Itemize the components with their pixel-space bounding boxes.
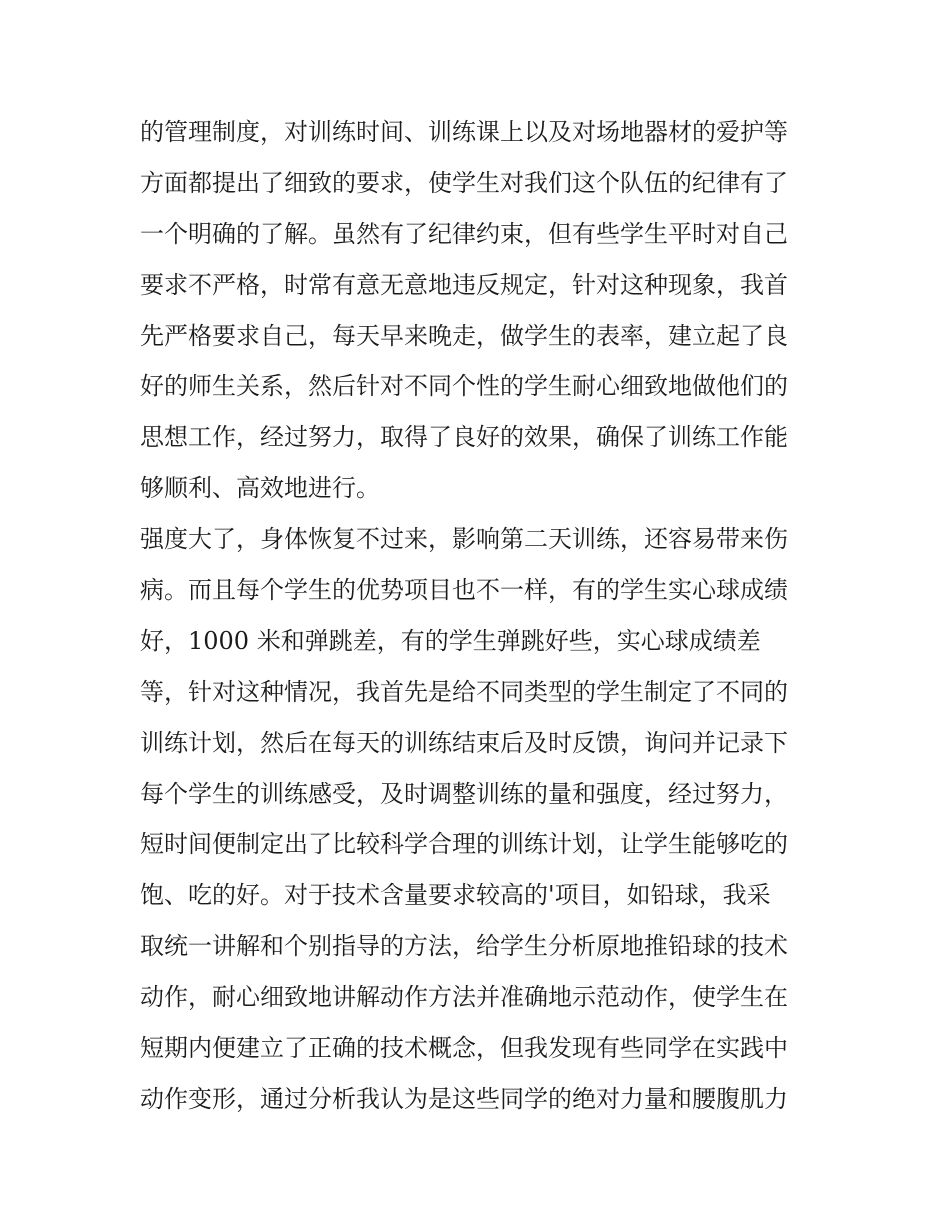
text-line: 的管理制度，对训练时间、训练课上以及对场地器材的爱护等 (140, 118, 788, 146)
text-line: 动作，耐心细致地讲解动作方法并准确地示范动作，使学生在 (140, 983, 788, 1012)
document-body (140, 107, 830, 1125)
text-line: 训练计划，然后在每天的训练结束后及时反馈，询问并记录下 (140, 728, 788, 757)
text-line: 等，针对这种情况，我首先是给不同类型的学生制定了不同的 (140, 677, 788, 706)
text-line: 一个明确的了解。虽然有了纪律约束，但有些学生平时对自己 (140, 219, 788, 248)
text-line: 思想工作，经过努力，取得了良好的效果，确保了训练工作能 (140, 423, 788, 452)
text-line: 病。而且每个学生的优势项目也不一样，有的学生实心球成绩 (140, 576, 788, 605)
text-line: 好，1000 米和弹跳差，有的学生弹跳好些，实心球成绩差 (140, 626, 761, 655)
text-line: 每个学生的训练感受，及时调整训练的量和强度，经过努力， (140, 779, 788, 808)
text-line: 取统一讲解和个别指导的方法，给学生分析原地推铅球的技术 (140, 932, 788, 961)
text-line: 好的师生关系，然后针对不同个性的学生耐心细致地做他们的 (140, 372, 788, 401)
text-line: 短时间便制定出了比较科学合理的训练计划，让学生能够吃的 (140, 830, 788, 859)
text-line: 动作变形，通过分析我认为是这些同学的绝对力量和腰腹肌力 (140, 1084, 788, 1113)
text-line: 先严格要求自己，每天早来晚走，做学生的表率，建立起了良 (140, 321, 788, 350)
text-line: 强度大了，身体恢复不过来，影响第二天训练，还容易带来伤 (140, 525, 788, 554)
text-line: 饱、吃的好。对于技术含量要求较高的'项目，如铅球，我采 (140, 881, 771, 910)
text-line: 够顺利、高效地进行。 (140, 474, 380, 503)
text-line: 要求不严格，时常有意无意地违反规定，针对这种现象，我首 (140, 270, 788, 299)
text-line: 短期内便建立了正确的技术概念，但我发现有些同学在实践中 (140, 1034, 788, 1063)
text-line: 方面都提出了细致的要求，使学生对我们这个队伍的纪律有了 (140, 168, 788, 197)
